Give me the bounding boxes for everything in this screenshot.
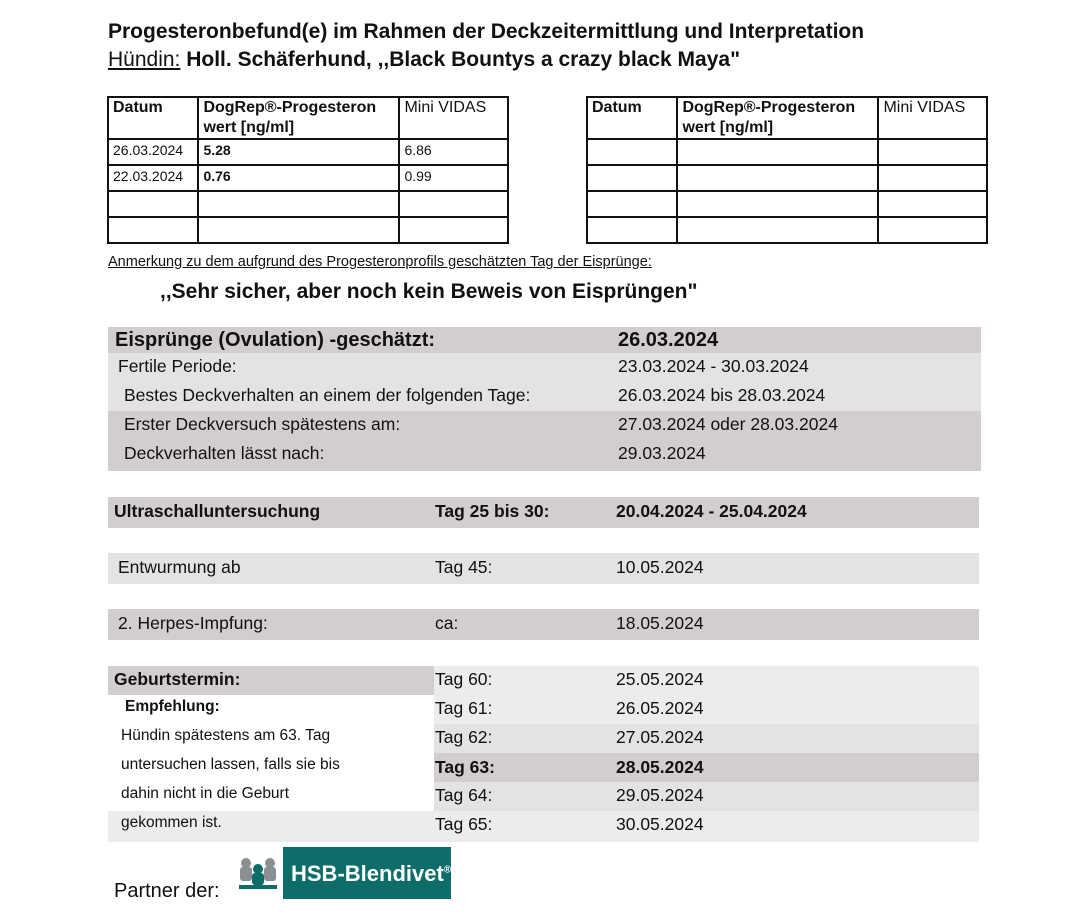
ovulation-band — [108, 353, 981, 382]
ultrasound-day: Tag 25 bis 30: — [435, 501, 550, 521]
birth-day-band — [434, 782, 979, 811]
birth-date-highlight: 28.05.2024 — [616, 757, 704, 777]
progesterone-table-right — [586, 96, 988, 244]
recommendation-line: gekommen ist. — [121, 814, 222, 831]
birth-day-band — [108, 811, 979, 842]
herpes-day: ca: — [435, 613, 459, 633]
birth-day: Tag 65: — [435, 814, 493, 834]
birth-day-band — [434, 666, 979, 695]
birth-day: Tag 64: — [435, 785, 493, 805]
ovulation-date: 26.03.2024 — [618, 329, 719, 351]
cell-vidas — [878, 191, 987, 217]
birth-day-highlight: Tag 63: — [435, 757, 495, 777]
partner-label: Partner der: — [114, 880, 220, 902]
ultrasound-date: 20.04.2024 - 25.04.2024 — [616, 501, 807, 521]
birth-day: Tag 62: — [435, 727, 493, 747]
cell-vidas — [399, 217, 508, 243]
cell-date — [108, 191, 198, 217]
cell-dogrep — [677, 139, 878, 165]
birth-label: Geburtstermin: — [114, 669, 241, 689]
col-vidas: Mini VIDAS — [399, 97, 508, 139]
cell-vidas — [878, 165, 987, 191]
cell-vidas: 0.99 — [399, 165, 508, 191]
cell-dogrep — [677, 191, 878, 217]
deworming-label: Entwurmung ab — [118, 557, 241, 577]
mating-decline-value: 29.03.2024 — [618, 443, 706, 463]
recommendation-label: Empfehlung: — [125, 698, 220, 715]
ultrasound-label: Ultraschalluntersuchung — [114, 501, 321, 521]
cell-date — [587, 191, 677, 217]
deworming-date: 10.05.2024 — [616, 557, 704, 577]
birth-date: 27.05.2024 — [616, 727, 704, 747]
col-date: Datum — [108, 97, 198, 139]
birth-day-band-highlight — [434, 753, 979, 782]
birth-day: Tag 60: — [435, 669, 493, 689]
col-date: Datum — [587, 97, 677, 139]
fertile-period-label: Fertile Periode: — [118, 356, 237, 376]
cell-date: 22.03.2024 — [108, 165, 198, 191]
recommendation-line: Hündin spätestens am 63. Tag — [121, 727, 331, 744]
col-dogrep: DogRep®-Progesteron wert [ng/ml] — [198, 97, 399, 139]
recommendation-line: dahin nicht in die Geburt — [121, 785, 290, 802]
birth-day-band — [434, 695, 979, 724]
document-title: Progesteronbefund(e) im Rahmen der Deckzeitermittlung und Interpretation — [108, 20, 865, 43]
best-mating-value: 26.03.2024 bis 28.03.2024 — [618, 385, 826, 405]
cell-dogrep: 5.28 — [198, 139, 399, 165]
ovulation-label: Eisprünge (Ovulation) -geschätzt: — [115, 329, 436, 351]
birth-day-band — [434, 724, 979, 753]
col-vidas: Mini VIDAS — [878, 97, 987, 139]
hsb-blendivet-logo — [233, 847, 451, 899]
cell-vidas — [399, 191, 508, 217]
cell-date — [587, 165, 677, 191]
annotation-note: Anmerkung zu dem aufgrund des Progesteronprofils geschätzten Tag der Eisprünge: — [108, 254, 652, 270]
herpes-label: 2. Herpes-Impfung: — [118, 613, 268, 633]
cell-vidas: 6.86 — [399, 139, 508, 165]
cell-date: 26.03.2024 — [108, 139, 198, 165]
best-mating-label: Bestes Deckverhalten an einem der folgenden Tage: — [124, 385, 531, 405]
birth-date: 25.05.2024 — [616, 669, 704, 689]
interpretation-quote: ,,Sehr sicher, aber noch kein Beweis von Eisprüngen" — [160, 280, 698, 303]
dog-line — [108, 48, 740, 72]
birth-date: 30.05.2024 — [616, 814, 704, 834]
progesterone-table-left — [107, 96, 509, 244]
herpes-date: 18.05.2024 — [616, 613, 704, 633]
cell-dogrep — [198, 217, 399, 243]
cell-dogrep — [677, 165, 878, 191]
cell-date — [587, 217, 677, 243]
fertile-period-value: 23.03.2024 - 30.03.2024 — [618, 356, 809, 376]
cell-date — [587, 139, 677, 165]
cell-vidas — [878, 139, 987, 165]
recommendation-line: untersuchen lassen, falls sie bis — [121, 756, 340, 773]
dog-name: Holl. Schäferhund, ,,Black Bountys a crazy black Maya" — [186, 48, 741, 71]
birth-date: 26.05.2024 — [616, 698, 704, 718]
dog-label: Hündin: — [108, 48, 181, 71]
deworming-day: Tag 45: — [435, 557, 493, 577]
mating-decline-label: Deckverhalten lässt nach: — [124, 443, 325, 463]
cell-date — [108, 217, 198, 243]
birth-day: Tag 61: — [435, 698, 493, 718]
birth-date: 29.05.2024 — [616, 785, 704, 805]
cell-dogrep — [198, 191, 399, 217]
dogs-icon — [233, 847, 283, 899]
cell-dogrep — [677, 217, 878, 243]
first-mating-value: 27.03.2024 oder 28.03.2024 — [618, 414, 838, 434]
first-mating-label: Erster Deckversuch spätestens am: — [124, 414, 401, 434]
col-dogrep: DogRep®-Progesteron wert [ng/ml] — [677, 97, 878, 139]
cell-vidas — [878, 217, 987, 243]
logo-text: HSB-Blendivet® — [291, 861, 452, 886]
cell-dogrep: 0.76 — [198, 165, 399, 191]
